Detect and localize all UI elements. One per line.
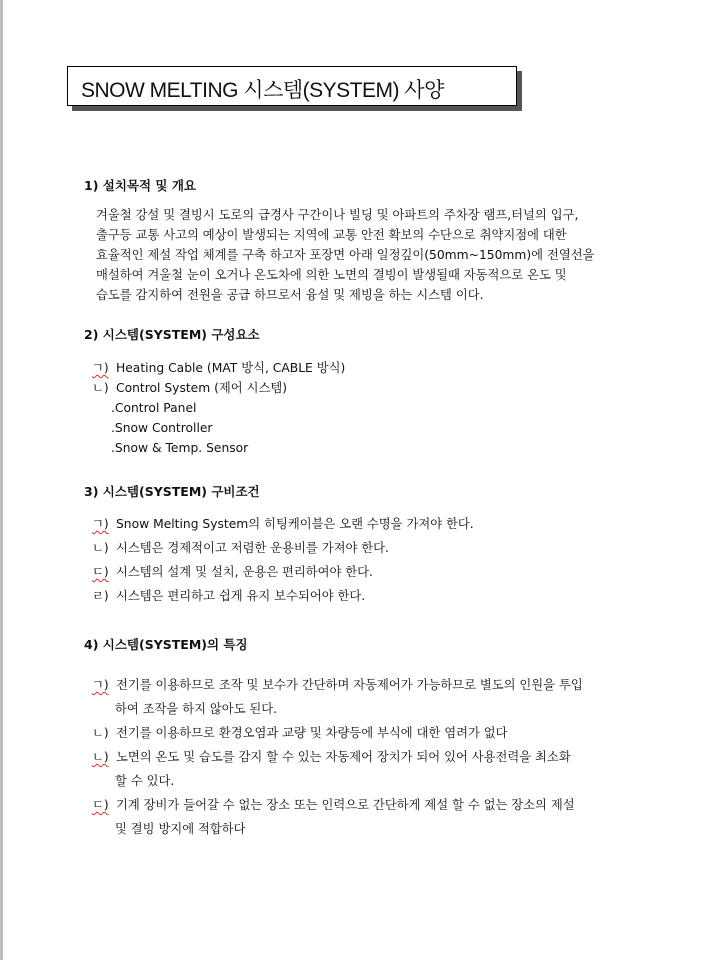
item-text: Heating Cable (MAT 방식, CABLE 방식) — [116, 361, 346, 375]
item-marker: ㄱ) — [92, 517, 109, 531]
item-marker: ㄱ) — [92, 678, 109, 692]
section-2-heading: 2) 시스템(SYSTEM) 구성요소 — [84, 327, 260, 342]
sub-item: .Snow & Temp. Sensor — [111, 441, 249, 455]
section-1-line: 겨울철 강설 및 결빙시 도로의 급경사 구간이나 빌딩 및 아파트의 주차장 램프,터널의 입구, — [96, 208, 579, 222]
section-4-heading: 4) 시스템(SYSTEM)의 특징 — [84, 637, 248, 652]
list-item — [92, 673, 652, 697]
list-item — [92, 745, 652, 769]
item-text: 노면의 온도 및 습도를 감지 할 수 있는 자동제어 장치가 되어 있어 사용전력을 최소화 — [116, 750, 571, 764]
section-1-line: 습도를 감지하여 전원을 공급 하므로서 융설 및 제빙을 하는 시스템 이다. — [96, 288, 484, 302]
section-1-heading: 1) 설치목적 및 개요 — [84, 178, 196, 193]
title-box — [67, 66, 517, 106]
item-text: 시스템의 설계 및 설치, 운용은 편리하여야 한다. — [116, 565, 373, 579]
section-1-body — [96, 205, 644, 305]
page-left-edge — [0, 0, 3, 960]
item-marker: ㄷ) — [92, 565, 109, 579]
item-text: 전기를 이용하므로 조작 및 보수가 간단하며 자동제어가 가능하므로 별도의 인원을 투입 — [116, 678, 583, 692]
section-1-line: 출구등 교통 사고의 예상이 발생되는 지역에 교통 안전 확보의 수단으로 취약지점에 대한 — [96, 228, 567, 242]
document-title: SNOW MELTING 시스템(SYSTEM) 사양 — [81, 79, 444, 102]
item-marker: ㄹ) — [92, 589, 109, 603]
section-1-line: 효율적인 제설 작업 체계를 구축 하고자 포장면 아래 일정깊이(50mm~150mm)에 전열선을 — [96, 248, 595, 262]
item-text: 기계 장비가 들어갈 수 없는 장소 또는 인력으로 간단하게 제설 할 수 없는 장소의 제설 — [116, 798, 575, 812]
item-text: 시스템은 경제적이고 저렴한 운용비를 가져야 한다. — [116, 541, 389, 555]
list-item — [92, 584, 474, 608]
sub-item: .Control Panel — [111, 401, 197, 415]
list-item — [92, 512, 474, 536]
item-text: 전기를 이용하므로 환경오염과 교량 및 차량등에 부식에 대한 염려가 없다 — [116, 726, 508, 740]
list-item — [92, 378, 345, 398]
item-marker: ㄴ) — [92, 750, 109, 764]
item-marker: ㄴ) — [92, 726, 109, 740]
item-continuation: 하여 조작을 하지 않아도 된다. — [115, 702, 278, 716]
section-3-heading: 3) 시스템(SYSTEM) 구비조건 — [84, 484, 260, 499]
list-item — [92, 560, 474, 584]
list-item — [92, 358, 345, 378]
item-continuation: 할 수 있다. — [115, 774, 175, 788]
section-1-line: 매설하여 겨울철 눈이 오거나 온도차에 의한 노면의 결빙이 발생될때 자동적으로 온도 및 — [96, 268, 567, 282]
item-marker: ㄴ) — [92, 541, 109, 555]
section-4-list — [92, 673, 652, 841]
item-marker: ㄱ) — [92, 361, 109, 375]
section-2-list — [92, 358, 345, 458]
item-text: 시스템은 편리하고 쉽게 유지 보수되어야 한다. — [116, 589, 366, 603]
item-marker: ㄷ) — [92, 798, 109, 812]
sub-item: .Snow Controller — [111, 421, 213, 435]
list-item — [92, 721, 652, 745]
list-item — [92, 793, 652, 817]
item-marker: ㄴ) — [92, 381, 109, 395]
list-item — [92, 536, 474, 560]
item-text: Control System (제어 시스템) — [116, 381, 288, 395]
item-text: Snow Melting System의 히팅케이블은 오랜 수명을 가져야 한다. — [116, 517, 474, 531]
item-continuation: 및 결빙 방지에 적합하다 — [115, 822, 246, 836]
section-3-list — [92, 512, 474, 608]
